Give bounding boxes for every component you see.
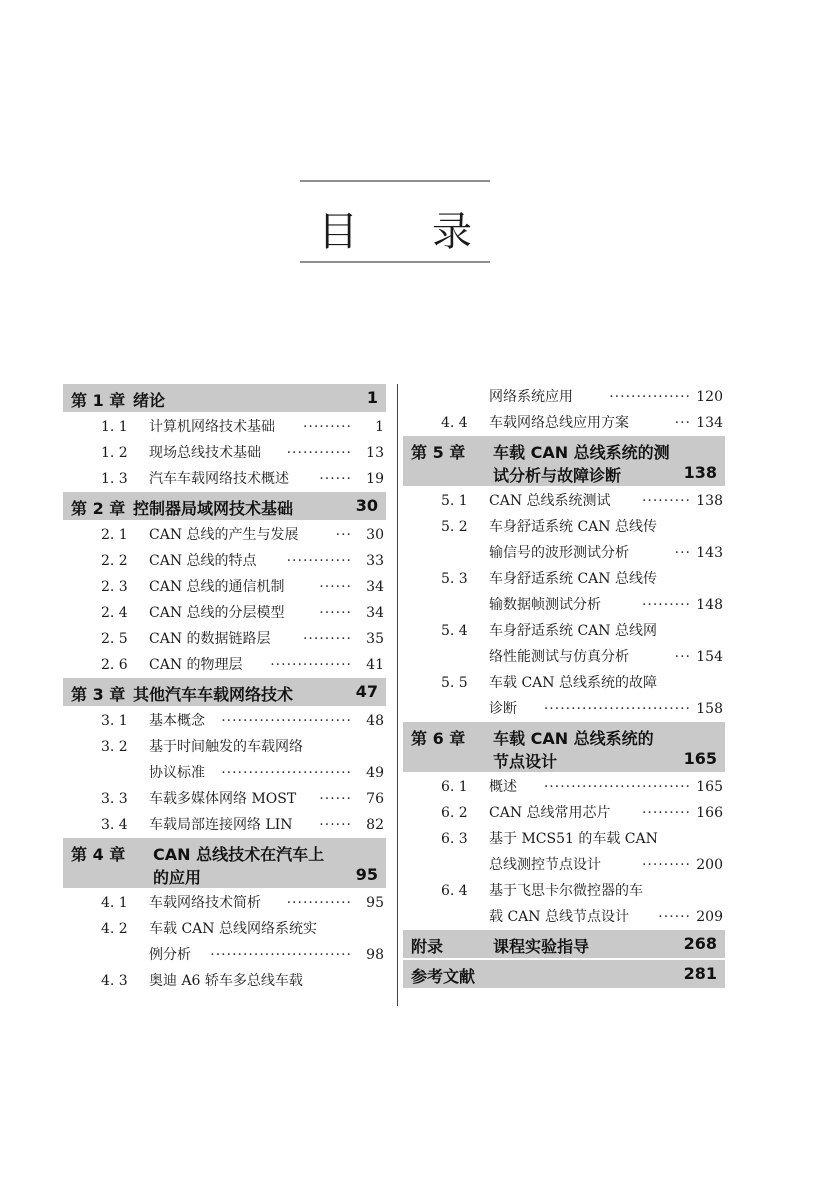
page-number: 30 [366, 527, 384, 543]
chapter-number: 参考文献 [411, 967, 476, 986]
dot-leader: ········· [641, 493, 691, 509]
section-title: 车身舒适系统 CAN 总线网 [489, 623, 657, 639]
dot-leader: ········· [641, 597, 691, 613]
section-number: 6. 3 [441, 831, 468, 847]
page-number: 1 [375, 419, 384, 435]
chapter-page: 268 [683, 934, 717, 953]
section-number: 4. 1 [101, 895, 128, 911]
section-title: CAN 的物理层 [149, 657, 243, 673]
section-title: CAN 总线常用芯片 [489, 805, 611, 821]
section-number: 1. 2 [101, 445, 128, 461]
dot-leader: ··························· [543, 779, 691, 795]
section-title: 车载网络技术简析 [149, 895, 261, 911]
chapter-number: 第 6 章 [411, 729, 466, 748]
chapter-title: 车载 CAN 总线系统的 [493, 729, 654, 748]
section-number: 2. 4 [101, 605, 128, 621]
section-title: 基于飞思卡尔微控器的车 [489, 883, 643, 899]
toc-entry[interactable] [63, 440, 386, 466]
column-divider [397, 384, 398, 1006]
section-number: 4. 3 [101, 973, 128, 989]
chapter-title-line2: 的应用 [153, 868, 202, 887]
section-number: 5. 3 [441, 571, 468, 587]
section-title: CAN 总线的通信机制 [149, 579, 285, 595]
section-number: 6. 2 [441, 805, 468, 821]
page-number: 158 [696, 701, 723, 717]
chapter-title-line2: 试分析与故障诊断 [493, 466, 622, 485]
toc-entry[interactable] [403, 410, 725, 436]
section-number: 6. 1 [441, 779, 468, 795]
toc-entry[interactable] [63, 734, 386, 786]
page-number: 19 [366, 471, 384, 487]
chapter-heading[interactable] [403, 960, 725, 988]
page-number: 48 [366, 713, 384, 729]
toc-entry[interactable] [63, 574, 386, 600]
section-number: 3. 3 [101, 791, 128, 807]
toc-entry[interactable] [403, 618, 725, 670]
toc-entry[interactable] [403, 878, 725, 930]
section-title: CAN 总线的分层模型 [149, 605, 285, 621]
section-number: 2. 2 [101, 553, 128, 569]
section-title: 计算机网络技术基础 [149, 419, 275, 435]
section-number: 4. 4 [441, 415, 468, 431]
page-number: 120 [696, 389, 723, 405]
page-number: 49 [366, 765, 384, 781]
section-title: 基本概念 [149, 713, 205, 729]
dot-leader: ······ [319, 471, 352, 487]
section-title: 车载 CAN 总线系统的故障 [489, 675, 657, 691]
chapter-title: 车载 CAN 总线系统的测 [493, 443, 670, 462]
toc-left-column [63, 384, 386, 994]
chapter-page: 165 [683, 749, 717, 768]
dot-leader: ··············· [270, 657, 352, 673]
chapter-heading[interactable] [63, 678, 386, 706]
page-number: 34 [366, 579, 384, 595]
page-number: 143 [696, 545, 723, 561]
section-title-line2: 协议标准 [149, 765, 205, 781]
dot-leader: ······ [658, 909, 691, 925]
section-title: 汽车车载网络技术概述 [149, 471, 289, 487]
chapter-number: 第 4 章 [71, 845, 126, 864]
chapter-page: 47 [355, 682, 378, 701]
toc-entry[interactable] [63, 890, 386, 916]
page-number: 98 [366, 947, 384, 963]
section-title: 车载 CAN 总线网络系统实 [149, 921, 317, 937]
section-number: 3. 2 [101, 739, 128, 755]
dot-leader: ························ [221, 765, 352, 781]
dot-leader: ······ [319, 605, 352, 621]
toc-entry[interactable] [63, 812, 386, 838]
chapter-page: 138 [683, 463, 717, 482]
section-title: 概述 [489, 779, 517, 795]
heading-char-2: 录 [432, 209, 472, 255]
chapter-number: 第 1 章 [71, 391, 126, 410]
section-title: 车身舒适系统 CAN 总线传 [489, 571, 657, 587]
section-title: CAN 总线系统测试 [489, 493, 611, 509]
chapter-number: 第 5 章 [411, 443, 466, 462]
section-number: 5. 1 [441, 493, 468, 509]
section-title: CAN 的数据链路层 [149, 631, 271, 647]
section-number: 3. 1 [101, 713, 128, 729]
toc-entry[interactable] [403, 826, 725, 878]
dot-leader: ··· [674, 649, 691, 665]
section-title-line2: 例分析 [149, 947, 191, 963]
section-title-line2: 输信号的波形测试分析 [489, 545, 629, 561]
section-number: 3. 4 [101, 817, 128, 833]
section-number: 6. 4 [441, 883, 468, 899]
page-number: 154 [696, 649, 723, 665]
section-title: 奥迪 A6 轿车多总线车载 [149, 973, 303, 989]
section-title-line2: 诊断 [489, 701, 517, 717]
dot-leader: ········· [641, 805, 691, 821]
section-number: 5. 2 [441, 519, 468, 535]
page-number: 138 [696, 493, 723, 509]
section-number: 5. 4 [441, 623, 468, 639]
toc-entry[interactable] [63, 548, 386, 574]
chapter-page: 281 [683, 964, 717, 983]
toc-entry[interactable] [403, 566, 725, 618]
dot-leader: ············ [286, 445, 352, 461]
dot-leader: ········· [302, 631, 352, 647]
dot-leader: ············ [286, 895, 352, 911]
page-number: 76 [366, 791, 384, 807]
section-title: CAN 总线的特点 [149, 553, 257, 569]
toc-entry-continued[interactable] [403, 384, 725, 410]
toc-entry[interactable] [63, 626, 386, 652]
chapter-heading[interactable] [403, 436, 725, 486]
dot-leader: ········· [641, 857, 691, 873]
section-number: 1. 1 [101, 419, 128, 435]
section-number: 1. 3 [101, 471, 128, 487]
chapter-heading[interactable] [63, 838, 386, 888]
section-title: 基于时间触发的车载网络 [149, 739, 303, 755]
dot-leader: ·························· [210, 947, 352, 963]
page-number: 33 [366, 553, 384, 569]
page-number: 134 [696, 415, 723, 431]
chapter-title: 控制器局域网技术基础 [133, 499, 294, 518]
toc-entry[interactable] [403, 670, 725, 722]
chapter-number: 第 3 章 [71, 685, 126, 704]
section-title-line2: 络性能测试与仿真分析 [489, 649, 629, 665]
chapter-number: 附录 [411, 937, 444, 956]
section-title: 基于 MCS51 的车载 CAN [489, 831, 658, 847]
chapter-page: 95 [355, 865, 378, 884]
section-title: 车身舒适系统 CAN 总线传 [489, 519, 657, 535]
toc-entry[interactable] [63, 414, 386, 440]
section-title: 现场总线技术基础 [149, 445, 261, 461]
dot-leader: ······ [319, 791, 352, 807]
section-title: 车载局部连接网络 LIN [149, 817, 293, 833]
chapter-heading[interactable] [403, 930, 725, 958]
section-title: CAN 总线的产生与发展 [149, 527, 299, 543]
chapter-number: 第 2 章 [71, 499, 126, 518]
section-title: 车载网络总线应用方案 [489, 415, 629, 431]
page-number: 35 [366, 631, 384, 647]
section-title-line2: 总线测控节点设计 [489, 857, 601, 873]
page-number: 166 [696, 805, 723, 821]
heading-rule-top [300, 180, 490, 182]
dot-leader: ··························· [543, 701, 691, 717]
toc-entry[interactable] [63, 968, 386, 994]
toc-entry[interactable] [63, 652, 386, 678]
page-number: 200 [696, 857, 723, 873]
dot-leader: ··············· [609, 389, 691, 405]
toc-entry[interactable] [63, 466, 386, 492]
chapter-page: 1 [366, 388, 378, 407]
page-number: 95 [366, 895, 384, 911]
dot-leader: ········· [302, 419, 352, 435]
chapter-title-line2: 节点设计 [493, 752, 558, 771]
chapter-title: CAN 总线技术在汽车上 [153, 845, 325, 864]
section-title-continued: 网络系统应用 [489, 389, 573, 405]
toc-entry[interactable] [403, 800, 725, 826]
dot-leader: ························ [221, 713, 352, 729]
page-number: 82 [366, 817, 384, 833]
chapter-title: 其他汽车车载网络技术 [133, 685, 294, 704]
page-number: 13 [366, 445, 384, 461]
chapter-title: 绪论 [133, 391, 166, 410]
page-number: 41 [366, 657, 384, 673]
toc-entry[interactable] [63, 522, 386, 548]
dot-leader: ··· [335, 527, 352, 543]
chapter-page: 30 [355, 496, 378, 515]
toc-entry[interactable] [403, 774, 725, 800]
page-number: 34 [366, 605, 384, 621]
toc-entry[interactable] [63, 916, 386, 968]
chapter-heading[interactable] [63, 384, 386, 412]
page-number: 165 [696, 779, 723, 795]
dot-leader: ············ [286, 553, 352, 569]
section-title-line2: 载 CAN 总线节点设计 [489, 909, 629, 925]
heading-rule-bottom [300, 261, 490, 263]
section-title-line2: 输数据帧测试分析 [489, 597, 601, 613]
page-number: 148 [696, 597, 723, 613]
section-number: 2. 5 [101, 631, 128, 647]
dot-leader: ··· [674, 545, 691, 561]
toc-entry[interactable] [63, 600, 386, 626]
chapter-title: 课程实验指导 [493, 937, 590, 956]
toc-entry[interactable] [63, 708, 386, 734]
chapter-heading[interactable] [403, 722, 725, 772]
toc-entry[interactable] [403, 488, 725, 514]
section-number: 5. 5 [441, 675, 468, 691]
dot-leader: ··· [674, 415, 691, 431]
section-number: 4. 2 [101, 921, 128, 937]
toc-entry[interactable] [63, 786, 386, 812]
toc-right-column [403, 384, 725, 990]
dot-leader: ······ [319, 579, 352, 595]
section-number: 2. 3 [101, 579, 128, 595]
toc-entry[interactable] [403, 514, 725, 566]
section-number: 2. 1 [101, 527, 128, 543]
dot-leader: ······ [319, 817, 352, 833]
heading-char-1: 目 [318, 209, 358, 255]
page-number: 209 [696, 909, 723, 925]
section-title: 车载多媒体网络 MOST [149, 791, 297, 807]
section-number: 2. 6 [101, 657, 128, 673]
chapter-heading[interactable] [63, 492, 386, 520]
